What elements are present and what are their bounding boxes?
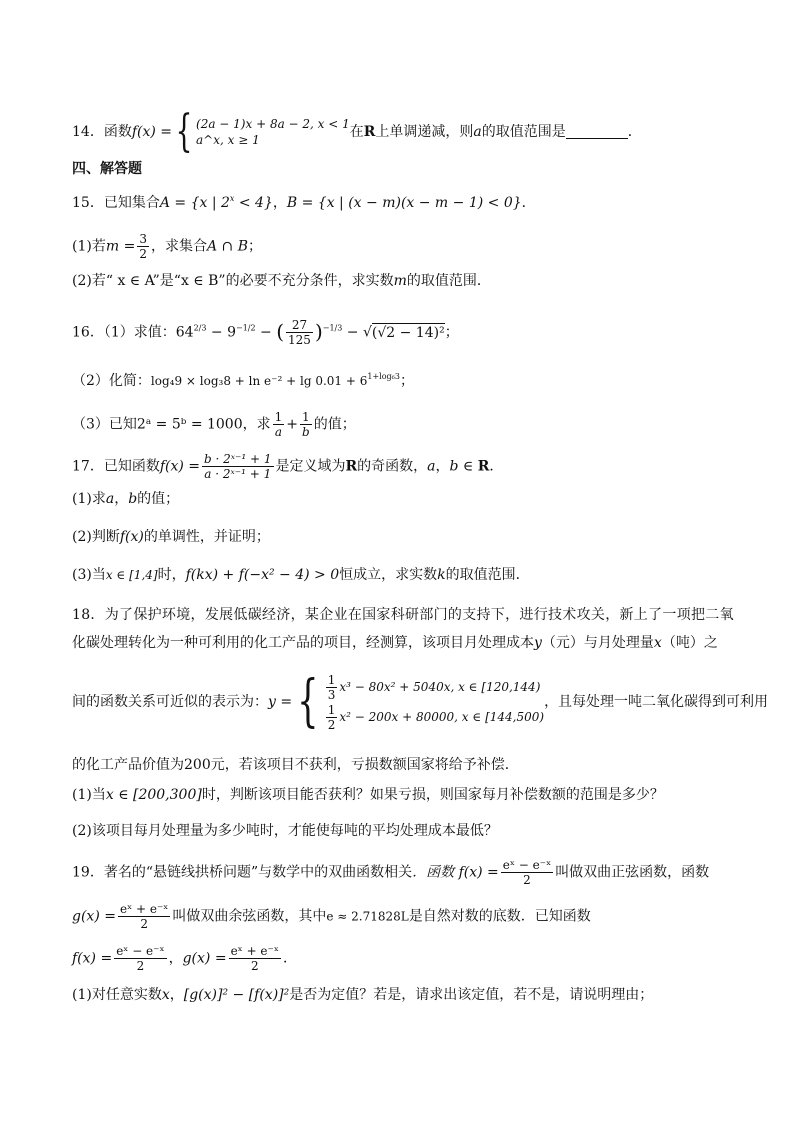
q18-case2-n: 1 <box>327 703 336 717</box>
q16-p2-expr: log₄9 × log₃8 + ln e⁻² + lg 0.01 + 6 <box>150 374 368 388</box>
q16-p1-rparen: ) <box>314 319 323 344</box>
q14-R: R <box>363 124 376 140</box>
q15-setB: B = {x | (x − m)(x − m − 1) < 0} <box>286 195 522 211</box>
q17-R2: R <box>477 458 490 475</box>
q19-line2c: 是自然对数的底数 <box>408 908 521 925</box>
q16-p1-exp3: −1/3 <box>322 323 343 333</box>
q18-case1 <box>324 672 544 702</box>
q19-line3-f: f(x) = <box>72 950 113 967</box>
q15-p2-m: m <box>393 273 407 289</box>
q15-p1-text: ，求集合 <box>150 238 207 255</box>
q19-line2d: ．已知函数 <box>520 908 591 925</box>
q17-p1-b: b <box>128 491 138 507</box>
q17-text3: 的奇函数， <box>357 458 428 475</box>
q16-p3-frac2 <box>300 410 312 439</box>
q18-case1-frac <box>326 673 338 702</box>
q16-part2 <box>72 368 414 390</box>
q18-cases <box>324 672 544 732</box>
q17-R: R <box>345 458 358 475</box>
q15-part2 <box>72 272 491 290</box>
q19-line3-ffrac <box>114 944 166 973</box>
q16-p3-f1-den: a <box>273 424 285 439</box>
q18-line3 <box>72 669 769 734</box>
q16-p1-lparen: ( <box>276 319 285 344</box>
q14-fx: f(x) = <box>131 124 173 140</box>
q17-p3-end: 的取值范围． <box>445 567 530 583</box>
q19-p1-x: x <box>161 987 170 1003</box>
q17-p3-expr: f(kx) + f(−x² − 4) > 0 <box>185 567 340 583</box>
q17-p3-t2: 恒成立，求实数 <box>339 567 438 583</box>
q16-p2-label: （2）化简： <box>72 373 151 389</box>
q18-part2: (2)该项目每月处理量为多少吨时，才能使每吨的平均处理成本最低？ <box>72 823 498 839</box>
q18-line3a: 间的函数关系可近似的表示为： <box>72 694 268 710</box>
q18-case2-d: 2 <box>327 718 336 732</box>
q16-p3-plus: + <box>286 416 299 433</box>
q18-line4 <box>72 756 519 774</box>
q16-p3-end: 的值； <box>313 416 356 433</box>
q19-line3-sep: ， <box>168 950 183 967</box>
q19-line3 <box>72 944 297 973</box>
q18-case1-d: 3 <box>327 688 336 702</box>
q17-end: ． <box>489 458 504 475</box>
q18-line2a: 化碳处理转化为一种可利用的化工产品的项目，经测算，该项目月处理成本 <box>72 635 534 651</box>
q14-number: 14． <box>72 124 104 140</box>
q16-p3-frac1 <box>273 410 285 439</box>
q17-b: b ∈ <box>449 458 478 475</box>
q15-p1-den: 2 <box>139 247 147 261</box>
q18-case2-frac <box>326 703 338 732</box>
q18-x: x <box>653 635 662 651</box>
q17-p2-f: f(x) <box>119 529 144 545</box>
q18-line2c: （吨）之 <box>661 635 718 651</box>
q18-line3b: ，且每处理一吨二氧化碳得到可利用 <box>544 694 769 710</box>
q18-line4a: 的化工产品价值为 <box>72 757 184 773</box>
q19-line3-gfrac <box>229 944 281 973</box>
q16-p1-base1: 64 <box>175 324 194 341</box>
q15-end: ． <box>521 195 536 211</box>
q19-line3-gnum: eˣ + e⁻ˣ <box>230 944 279 958</box>
q15-setA-exp: x <box>229 194 235 203</box>
q17-p3-k: k <box>437 567 446 583</box>
q16-p1-op1: − 9 <box>206 324 236 341</box>
q14-a: a <box>473 124 482 140</box>
q16-p1-op2: − <box>255 324 277 341</box>
q19-line1a: 19．著名的“悬链线拱桥问题”与数学中的双曲函数相关 <box>72 864 413 881</box>
q16-p1-exp1: 2/3 <box>193 323 207 333</box>
q16-p1-op3: − <box>342 324 363 341</box>
q17-denominator: a · 2ˣ⁻¹ + 1 <box>202 466 273 481</box>
q17-number: 17． <box>72 458 104 475</box>
q19-line2-g: g(x) = <box>72 908 116 925</box>
q19-line1-f: ．函数 f(x) = <box>412 864 499 881</box>
q16-p1-frac <box>286 318 313 347</box>
q19-line3-fden: 2 <box>114 958 166 973</box>
q16-p3-text: ，求 <box>242 416 271 433</box>
q15-p1-expr: A ∩ B <box>206 238 248 255</box>
q16-p3-f1-num: 1 <box>274 410 283 424</box>
q17-p1-end: 的值； <box>137 491 180 507</box>
q17-part3 <box>72 566 530 584</box>
q14-post: 的取值范围是 <box>481 124 566 140</box>
q18-line2 <box>72 634 718 652</box>
q19-line3-fnum: eˣ − e⁻ˣ <box>116 944 165 958</box>
section-heading: 四、解答题 <box>72 161 142 177</box>
q19-line3-end: ． <box>282 950 297 967</box>
q15-setA-end: < 4} <box>234 195 273 211</box>
q14-answer-blank <box>566 124 628 139</box>
q19-p1-label: (1)对任意实数 <box>72 987 162 1003</box>
q15-p1-label: (1)若 <box>72 238 106 255</box>
q19-line2 <box>72 902 591 931</box>
q19-line1 <box>72 858 709 887</box>
q17-text2: 是定义域为 <box>275 458 346 475</box>
q17-part2 <box>72 528 270 546</box>
q18-p1-x: x ∈ [200,300] <box>105 787 202 803</box>
q16-p1-frac-num: 27 <box>291 318 308 332</box>
q18-case1-n: 1 <box>327 673 336 687</box>
q16-p1-label: （1）求值： <box>103 324 176 341</box>
q14-line <box>72 106 642 157</box>
q14-pre: 函数 <box>103 124 132 140</box>
q18-line2b: （元）与月处理量 <box>541 635 654 651</box>
q15-p1-end: ； <box>247 238 262 255</box>
q17-p1-a: a <box>105 491 115 507</box>
q16-part1 <box>72 318 459 347</box>
q18-part1 <box>72 786 664 804</box>
q18-case2-expr: x² − 200x + 80000, x ∈ [144,500) <box>339 710 545 724</box>
q14-brace: { <box>175 106 193 157</box>
q14-end: ． <box>627 124 642 140</box>
q16-number: 16． <box>72 324 104 341</box>
q19-p1-expr: [g(x)]² − [f(x)]² <box>183 987 290 1003</box>
q15-text: 已知集合 <box>103 195 160 211</box>
q15-p1-frac <box>137 232 149 261</box>
q19-line1b: 叫做双曲正弦函数，函数 <box>555 864 710 881</box>
q15-stem <box>72 190 536 212</box>
q16-p3-f2-den: b <box>302 425 310 439</box>
q16-p1-frac-den: 125 <box>288 333 311 347</box>
q19-line2-den: 2 <box>118 916 170 931</box>
q15-part1 <box>72 232 262 261</box>
q15-setA: A = {x | 2 <box>159 195 230 211</box>
q15-p1-m: m = <box>105 238 136 255</box>
q18-p1-text: 时，判断该项目能否获利？如果亏损，则国家每月补偿数额的范围是多少？ <box>201 787 664 803</box>
q18-p1-label: (1)当 <box>72 787 106 803</box>
q14-case1: (2a − 1)x + 8a − 2, x < 1 <box>196 117 350 131</box>
q18-case1-expr: x³ − 80x² + 5040x, x ∈ [120,144) <box>339 680 541 694</box>
q18-y-eq: y = <box>268 694 293 710</box>
q17-p1-label: (1)求 <box>72 491 106 507</box>
q15-p2-end: 的取值范围． <box>406 273 491 289</box>
q16-p1-radicand: (√2 − 14)² <box>371 324 445 341</box>
q16-p2-end: ； <box>399 373 414 389</box>
q18-line1: 18．为了保护环境，发展低碳经济，某企业在国家科研部门的支持下，进行技术攻关，新上了一项把二氧 <box>72 607 734 623</box>
q17-p1-sep: ， <box>114 491 129 507</box>
q18-line4b: 元，若该项目不获利，亏损数额国家将给予补偿． <box>210 757 519 773</box>
q14-mid1: 在 <box>349 124 364 140</box>
q16-p1-exp2: −1/2 <box>236 323 256 333</box>
q16-p3-f2-num: 1 <box>302 410 310 424</box>
q16-p1-sqrt-sign: √ <box>362 324 372 341</box>
q19-line3-gden: 2 <box>229 958 281 973</box>
q18-value: 200 <box>184 757 211 773</box>
q19-line1-den: 2 <box>501 872 553 887</box>
q14-mid2: 上单调递减，则 <box>375 124 474 140</box>
q17-p3-label: (3)当 <box>72 567 106 583</box>
q16-p3-label: （3）已知 <box>72 416 137 433</box>
q16-p3-expr: 2ᵃ = 5ᵇ = 1000 <box>136 416 243 433</box>
q17-p3-t: 时， <box>157 567 186 583</box>
q17-a: a <box>427 458 436 475</box>
q19-line1-num: eˣ − e⁻ˣ <box>502 858 552 872</box>
q17-part1 <box>72 490 179 508</box>
q18-y: y <box>534 635 542 651</box>
q17-fx: f(x) = <box>159 458 201 475</box>
q14-cases <box>196 116 350 148</box>
q17-numerator: b · 2ˣ⁻¹ + 1 <box>204 452 272 466</box>
q19-part1 <box>72 986 653 1004</box>
q18-brace: { <box>297 669 319 734</box>
q19-line2-num: eˣ + e⁻ˣ <box>119 902 169 916</box>
q17-frac <box>202 452 273 481</box>
q17-p2-end: 的单调性，并证明； <box>143 529 270 545</box>
q15-number: 15． <box>72 195 104 211</box>
q19-p1-sep: ， <box>169 987 184 1003</box>
q18-case2 <box>324 702 544 732</box>
q19-line2b: 叫做双曲余弦函数，其中 <box>172 908 327 925</box>
q16-p1-end: ； <box>444 324 459 341</box>
q17-stem <box>72 452 503 481</box>
q15-sep: ， <box>272 195 287 211</box>
q19-line1-frac <box>501 858 553 887</box>
q16-part3 <box>72 410 356 439</box>
q17-p3-x: x ∈ [1,4] <box>105 568 158 582</box>
q19-line2-e: e ≈ 2.71828L <box>326 909 409 924</box>
q17-text1: 已知函数 <box>103 458 160 475</box>
q14-case2: a^x, x ≥ 1 <box>196 133 260 147</box>
q16-p2-exp: 1+log₆3 <box>367 372 400 381</box>
q19-line3-g: g(x) = <box>182 950 227 967</box>
q19-p1-text: 是否为定值？若是，请求出该定值，若不是，请说明理由； <box>289 987 654 1003</box>
q15-p2-text: (2)若“ x ∈ A”是“x ∈ B”的必要不充分条件，求实数 <box>72 273 394 289</box>
q19-line2-frac <box>118 902 170 931</box>
q17-p2-label: (2)判断 <box>72 529 120 545</box>
q17-comma: ， <box>435 458 450 475</box>
q15-p1-num: 3 <box>139 232 147 246</box>
